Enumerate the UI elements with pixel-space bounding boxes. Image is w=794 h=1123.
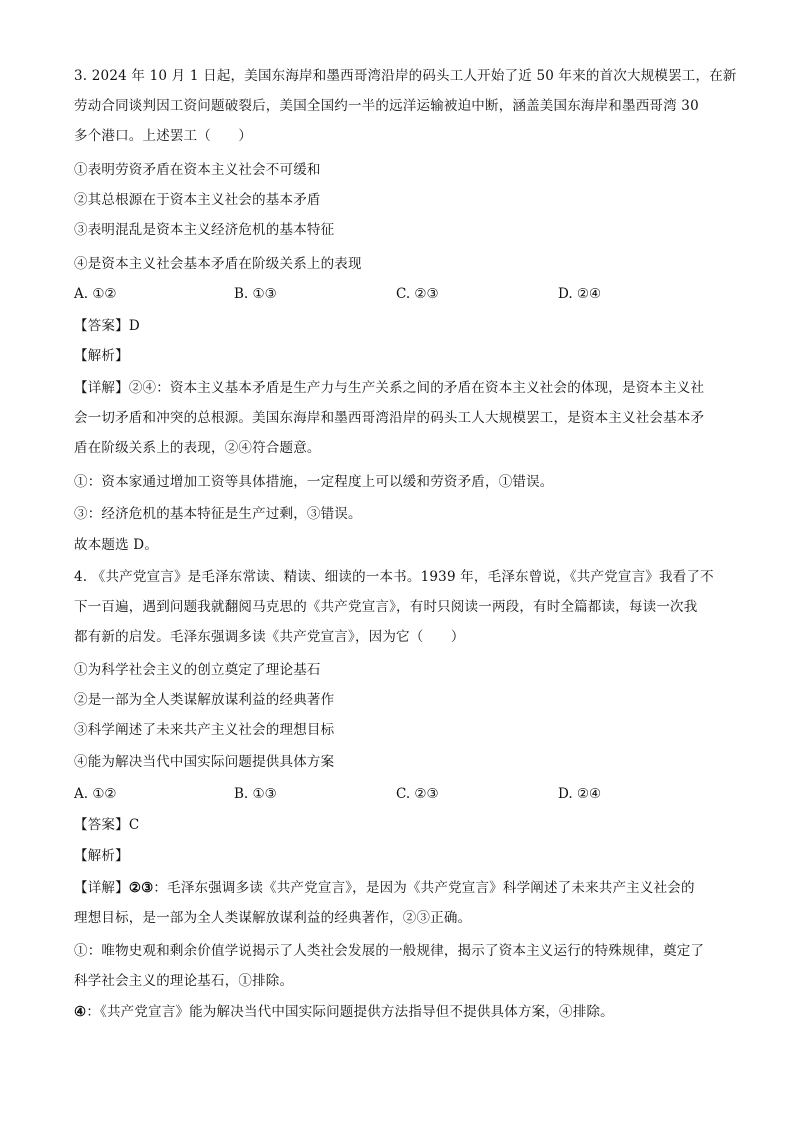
q4-options (74, 784, 722, 804)
q4-note-2: 科学社会主义的理论基石，①排除。 (74, 973, 294, 989)
q4-last-lead: ④ (74, 1004, 87, 1020)
q4-option-c: C. ②③ (396, 786, 439, 802)
q3-detail-text-1: ②④：资本主义基本矛盾是生产力与生产关系之间的矛盾在资本主义社会的体现，是资本主义社 (128, 380, 705, 396)
q4-detail-line-2: 理想目标，是一部为全人类谋解放谋利益的经典著作，②③正确。 (74, 910, 472, 926)
q4-detail-text-1: ：毛泽东强调多读《共产党宣言》，是因为《共产党宣言》科学阐述了未来共产主义社会的 (153, 880, 695, 896)
q3-detail-line-2: 会一切矛盾和冲突的总根源。美国东海岸和墨西哥湾沿岸的码头工人大规模罢工，是资本主义社会基本矛 (74, 410, 705, 426)
q4-item-3: ③科学阐述了未来共产主义社会的理想目标 (74, 722, 335, 738)
q4-stem-line-1: 4. 《共产党宣言》是毛泽东常读、精读、细读的一本书。1939 年，毛泽东曾说，《共产党宣言》我看了不 (74, 569, 714, 585)
q3-stem-line-1: 3. 2024 年 10 月 1 日起，美国东海岸和墨西哥湾沿岸的码头工人开始了近 50 年来的首次大规模罢工，在新 (74, 68, 737, 84)
q4-stem-line-2: 下一百遍，遇到问题我就翻阅马克思的《共产党宣言》，有时只阅读一两段，有时全篇都读，每读一次我 (74, 599, 698, 615)
q3-option-d: D. ②④ (558, 286, 602, 302)
q4-last-note: ：《共产党宣言》能为解决当代中国实际问题提供方法指导但不提供具体方案，④排除。 (86, 1004, 614, 1020)
q4-note-1: ①：唯物史观和剩余价值学说揭示了人类社会发展的一般规律，揭示了资本主义运行的特殊规律，奠定了 (74, 943, 705, 959)
q4-note-3 (74, 1002, 722, 1022)
q3-note-2: ③：经济危机的基本特征是生产过剩，③错误。 (74, 506, 362, 522)
q3-item-3: ③表明混乱是资本主义经济危机的基本特征 (74, 222, 335, 238)
q4-detail-label: 【详解】 (74, 880, 129, 896)
q3-note-1: ①：资本家通过增加工资等具体措施，一定程度上可以缓和劳资矛盾，①错误。 (74, 474, 554, 490)
q4-answer-label: 【答案】 (74, 817, 129, 833)
q3-item-1: ①表明劳资矛盾在资本主义社会不可缓和 (74, 162, 321, 178)
q4-item-4: ④能为解决当代中国实际问题提供具体方案 (74, 754, 335, 770)
q4-item-1: ①为科学社会主义的创立奠定了理论基石 (74, 662, 321, 678)
q3-stem-line-2: 劳动合同谈判因工资问题破裂后，美国全国约一半的远洋运输被迫中断，涵盖美国东海岸和墨西哥湾 30 (74, 98, 699, 114)
q3-answer (74, 316, 722, 336)
q3-option-c: C. ②③ (396, 286, 439, 302)
q4-detail-line-1 (74, 878, 722, 898)
q4-stem-line-3: 都有新的启发。毛泽东强调多读《共产党宣言》，因为它（ ） (74, 629, 465, 645)
q3-detail-line-3: 盾在阶级关系上的表现，②④符合题意。 (74, 440, 321, 456)
q3-stem-line-3: 多个港口。上述罢工（ ） (74, 128, 253, 144)
q3-detail-line-1 (74, 378, 722, 398)
q4-option-d: D. ②④ (558, 786, 602, 802)
q3-conclusion: 故本题选 D。 (74, 537, 159, 553)
q3-answer-value: D (128, 318, 140, 334)
q4-answer-value: C (128, 817, 140, 833)
q3-answer-label: 【答案】 (74, 318, 129, 334)
q3-item-2: ②其总根源在于资本主义社会的基本矛盾 (74, 192, 321, 208)
q4-option-a: A. ①② (74, 786, 117, 802)
q3-detail-label: 【详解】 (74, 380, 129, 396)
q4-analysis-label: 【解析】 (74, 848, 129, 864)
q3-item-4: ④是资本主义社会基本矛盾在阶级关系上的表现 (74, 256, 362, 272)
q4-item-2: ②是一部为全人类谋解放谋利益的经典著作 (74, 692, 335, 708)
q3-option-a: A. ①② (74, 286, 117, 302)
q3-option-b: B. ①③ (234, 286, 277, 302)
q4-detail-lead: ②③ (128, 880, 154, 896)
q4-option-b: B. ①③ (234, 786, 277, 802)
q4-answer (74, 815, 722, 835)
q3-options (74, 284, 722, 304)
q3-analysis-label: 【解析】 (74, 348, 129, 364)
